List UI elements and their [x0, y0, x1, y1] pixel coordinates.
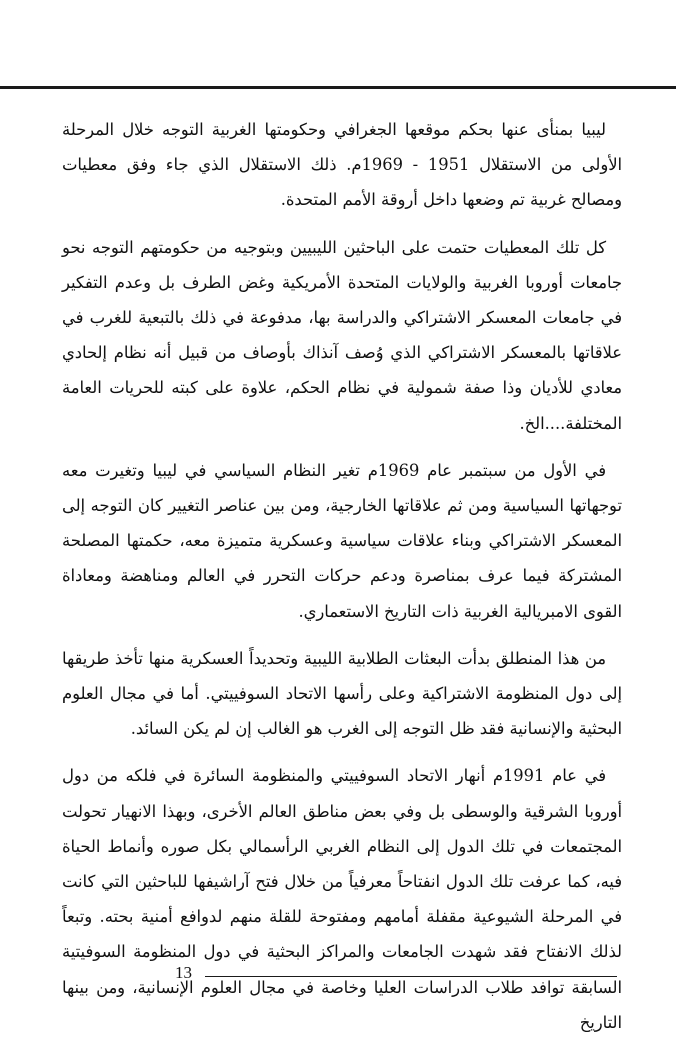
paragraph-2: كل تلك المعطيات حتمت على الباحثين الليبيين وبتوجيه من حكومتهم التوجه نحو جامعات أوروبا الغربية والولايات المتحدة الأمريكية وغض الطرف بل وعدم التفكير في جامعات المعسكر الاشتراكي والدراسة بها، مدفوعة في ذلك بالتبعية للغرب في علاقاتها بالمعسكر الاشتراكي الذي وُصف آنذاك بأوصاف من قبيل أنه نظام إلحادي معادي للأديان وذا صفة شمولية في نظام الحكم، علاوة على كبته للحريات العامة المختلفة....الخ. — [62, 237, 622, 433]
paragraph-5: في عام 1991م أنهار الاتحاد السوفييتي والمنظومة السائرة في فلكه من دول أوروبا الشرقية والوسطى بل وفي بعض مناطق العالم الأخرى، وبهذا الانهيار تحولت المجتمعات في تلك الدول إلى النظام الغربي الرأسمالي بكل صوره وأنماط الحياة فيه، كما عرفت تلك الدول انفتاحاً معرفياً من خلال فتح آراشيفها للباحثين التي كانت في المرحلة الشيوعية مقفلة أمامهم ومفتوحة للقلة منهم لدوافع أمنية بحته. وتبعاً لذلك الانفتاح فقد شهدت الجامعات والمراكز البحثية في دول المنظومة السوفيتية السابقة توافد طلاب الدراسات العليا وخاصة في مجال العلوم الإنسانية، ومن بينها التاريخ — [62, 766, 622, 1032]
footer-rule — [205, 976, 617, 977]
page-number: 13 — [175, 963, 192, 982]
page-body — [62, 112, 622, 1040]
header-rule — [0, 86, 676, 89]
paragraph-4: من هذا المنطلق بدأت البعثات الطلابية الليبية وتحديداً العسكرية منها تأخذ طريقها إلى دول المنظومة الاشتراكية وعلى رأسها الاتحاد السوفييتي. أما في مجال العلوم البحثية والإنسانية فقد ظل التوجه إلى الغرب هو الغالب إن لم يكن السائد. — [62, 648, 622, 739]
paragraph-3: في الأول من سبتمبر عام 1969م تغير النظام السياسي في ليبيا وتغيرت معه توجهاتها السياسية ومن ثم علاقاتها الخارجية، ومن بين عناصر التغيير كان التوجه إلى المعسكر الاشتراكي وبناء علاقات سياسية وعسكرية متميزة معه، حكمتها المصلحة المشتركة فيما عرف بمناصرة ودعم حركات التحرر في العالم ومناهضة ومعاداة القوى الامبريالية الغربية ذات التاريخ الاستعماري. — [62, 460, 622, 621]
paragraph-1: ليبيا بمنأى عنها بحكم موقعها الجغرافي وحكومتها الغربية التوجه خلال المرحلة الأولى من الاستقلال 1951 - 1969م. ذلك الاستقلال الذي جاء وفق معطيات ومصالح غربية تم وضعها داخل أروقة الأمم المتحدة. — [62, 120, 622, 210]
